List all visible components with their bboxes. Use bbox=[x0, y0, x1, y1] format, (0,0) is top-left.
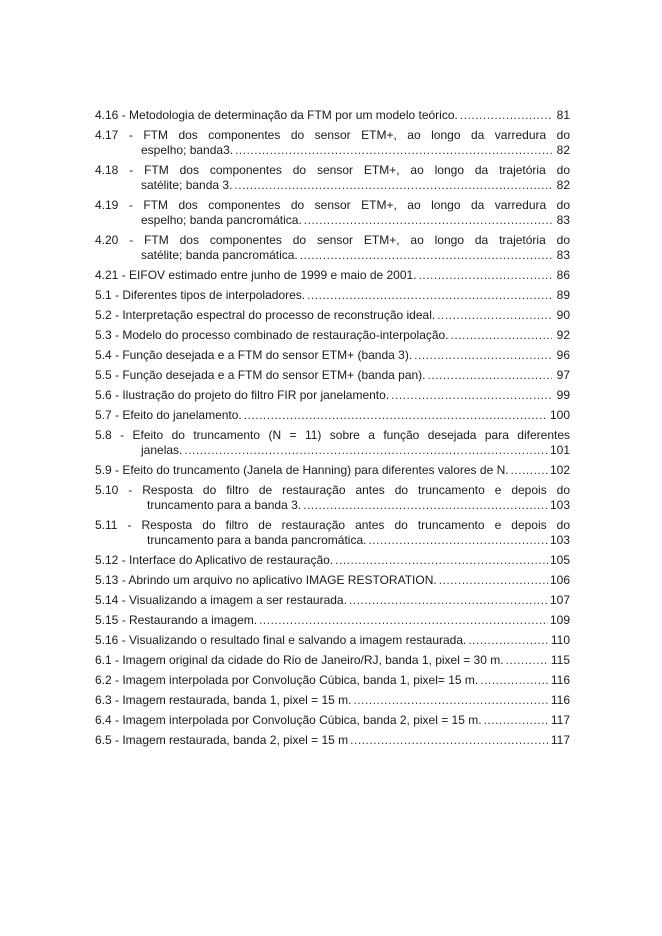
dot-leader bbox=[234, 178, 552, 193]
toc-entry bbox=[95, 348, 570, 363]
toc-entry bbox=[95, 368, 570, 383]
toc-entry bbox=[95, 198, 570, 228]
dot-leader bbox=[368, 533, 548, 548]
toc-entry-text: 5.10 - Resposta do filtro de restauração antes do truncamento e depois do bbox=[95, 483, 570, 497]
toc-page-number: 102 bbox=[549, 463, 570, 477]
toc-entry-text: 6.3 - Imagem restaurada, banda 1, pixel = 15 m. bbox=[95, 693, 352, 707]
toc-entry bbox=[95, 328, 570, 343]
toc-page-number: 101 bbox=[549, 443, 570, 457]
toc-page-number: 83 bbox=[556, 213, 570, 227]
toc-entry-text: 5.12 - Interface do Aplicativo de restauração. bbox=[95, 553, 334, 567]
dot-leader bbox=[419, 268, 552, 283]
toc-entry bbox=[95, 633, 570, 648]
dot-leader bbox=[303, 498, 548, 513]
toc-entry bbox=[95, 463, 570, 478]
dot-leader bbox=[353, 693, 548, 708]
toc-entry bbox=[95, 593, 570, 608]
dot-leader bbox=[335, 553, 548, 568]
toc-entry-text: 6.4 - Imagem interpolada por Convolução Cúbica, banda 2, pixel = 15 m. bbox=[95, 713, 482, 727]
dot-leader bbox=[391, 388, 552, 403]
toc-entry bbox=[95, 733, 570, 748]
dot-leader bbox=[451, 328, 552, 343]
toc-page-number: 115 bbox=[550, 653, 570, 667]
toc-page-number: 105 bbox=[549, 553, 570, 567]
toc-entry-text: 4.20 - FTM dos componentes do sensor ETM+, ao longo da trajetória do bbox=[95, 233, 570, 247]
toc-page-number: 116 bbox=[550, 693, 570, 707]
toc-entry-text: 4.21 - EIFOV estimado entre junho de 1999 e maio de 2001. bbox=[95, 268, 417, 282]
toc-entry-continuation: truncamento para a banda 3. bbox=[147, 498, 302, 512]
toc-entry-text: 5.8 - Efeito do truncamento (N = 11) sobre a função desejada para diferentes bbox=[95, 428, 570, 442]
toc-entry-text: 5.11 - Resposta do filtro de restauração antes do truncamento e depois do bbox=[95, 518, 570, 532]
toc-entry bbox=[95, 653, 570, 668]
toc-entry-text: 6.5 - Imagem restaurada, banda 2, pixel = 15 m bbox=[95, 733, 349, 747]
toc-entry bbox=[95, 713, 570, 728]
toc-page-number: 107 bbox=[549, 593, 570, 607]
toc-page-number: 82 bbox=[556, 178, 570, 192]
toc-page-number: 109 bbox=[549, 613, 570, 627]
toc-page-number: 81 bbox=[556, 108, 570, 122]
toc-entry bbox=[95, 428, 570, 458]
toc-page-number: 86 bbox=[556, 268, 570, 282]
dot-leader bbox=[414, 348, 552, 363]
toc-page-number: 90 bbox=[556, 308, 570, 322]
toc-entry bbox=[95, 163, 570, 193]
toc-entry bbox=[95, 673, 570, 688]
dot-leader bbox=[511, 463, 548, 478]
toc-page-number: 110 bbox=[550, 633, 570, 647]
toc-entry bbox=[95, 308, 570, 323]
dot-leader bbox=[304, 213, 552, 228]
toc-entry-text: 4.19 - FTM dos componentes do sensor ETM+, ao longo da varredura do bbox=[95, 198, 570, 212]
toc-entry bbox=[95, 108, 570, 123]
dot-leader bbox=[460, 108, 552, 123]
toc-page-number: 92 bbox=[556, 328, 570, 342]
toc-entry-text: 5.2 - Interpretação espectral do processo de reconstrução ideal. bbox=[95, 308, 436, 322]
toc-page-number: 117 bbox=[550, 713, 570, 727]
toc-page-number: 106 bbox=[549, 573, 570, 587]
dot-leader bbox=[307, 288, 552, 303]
table-of-contents bbox=[95, 108, 570, 753]
toc-page-number: 117 bbox=[550, 733, 570, 747]
toc-entry-continuation: espelho; banda pancromática. bbox=[141, 213, 302, 227]
toc-entry bbox=[95, 408, 570, 423]
toc-page-number: 97 bbox=[556, 368, 570, 382]
toc-page-number: 83 bbox=[556, 248, 570, 262]
dot-leader bbox=[484, 713, 549, 728]
dot-leader bbox=[235, 143, 552, 158]
dot-leader bbox=[300, 248, 552, 263]
toc-entry-text: 5.15 - Restaurando a imagem. bbox=[95, 613, 258, 627]
toc-entry bbox=[95, 268, 570, 283]
toc-entry bbox=[95, 128, 570, 158]
toc-entry-text: 5.3 - Modelo do processo combinado de restauração-interpolação. bbox=[95, 328, 449, 342]
toc-page-number: 89 bbox=[556, 288, 570, 302]
toc-entry bbox=[95, 693, 570, 708]
toc-entry-text: 5.7 - Efeito do janelamento. bbox=[95, 408, 242, 422]
toc-entry-text: 5.14 - Visualizando a imagem a ser restaurada. bbox=[95, 593, 347, 607]
toc-entry bbox=[95, 573, 570, 588]
dot-leader bbox=[439, 573, 548, 588]
toc-entry-text: 6.2 - Imagem interpolada por Convolução Cúbica, banda 1, pixel= 15 m. bbox=[95, 673, 479, 687]
dot-leader bbox=[184, 443, 548, 458]
toc-entry-text: 5.16 - Visualizando o resultado final e salvando a imagem restaurada. bbox=[95, 633, 467, 647]
toc-entry-text: 4.18 - FTM dos componentes do sensor ETM+, ao longo da trajetória do bbox=[95, 163, 570, 177]
toc-entry-text: 5.4 - Função desejada e a FTM do sensor ETM+ (banda 3). bbox=[95, 348, 413, 362]
toc-entry-text: 5.1 - Diferentes tipos de interpoladores. bbox=[95, 288, 306, 302]
toc-entry-text: 5.6 - Ilustração do projeto do filtro FIR por janelamento. bbox=[95, 388, 390, 402]
toc-entry bbox=[95, 518, 570, 548]
dot-leader bbox=[468, 633, 549, 648]
toc-entry-continuation: janelas. bbox=[141, 443, 183, 457]
toc-entry-continuation: espelho; banda3. bbox=[141, 143, 234, 157]
toc-entry-text: 4.17 - FTM dos componentes do sensor ETM+, ao longo da varredura do bbox=[95, 128, 570, 142]
dot-leader bbox=[437, 308, 552, 323]
toc-entry-continuation: satélite; banda 3. bbox=[141, 178, 233, 192]
toc-page-number: 103 bbox=[549, 498, 570, 512]
toc-page-number: 100 bbox=[549, 408, 570, 422]
toc-entry-continuation: truncamento para a banda pancromática. bbox=[147, 533, 367, 547]
dot-leader bbox=[259, 613, 548, 628]
toc-entry bbox=[95, 288, 570, 303]
toc-entry bbox=[95, 233, 570, 263]
toc-page-number: 82 bbox=[556, 143, 570, 157]
dot-leader bbox=[428, 368, 552, 383]
toc-entry-text: 5.13 - Abrindo um arquivo no aplicativo IMAGE RESTORATION. bbox=[95, 573, 437, 587]
toc-page-number: 96 bbox=[556, 348, 570, 362]
dot-leader bbox=[244, 408, 548, 423]
toc-entry bbox=[95, 553, 570, 568]
dot-leader bbox=[480, 673, 549, 688]
toc-entry-text: 5.9 - Efeito do truncamento (Janela de Hanning) para diferentes valores de N. bbox=[95, 463, 509, 477]
toc-entry-text: 6.1 - Imagem original da cidade do Rio de Janeiro/RJ, banda 1, pixel = 30 m. bbox=[95, 653, 504, 667]
toc-entry-text: 5.5 - Função desejada e a FTM do sensor ETM+ (banda pan). bbox=[95, 368, 426, 382]
toc-page-number: 116 bbox=[550, 673, 570, 687]
dot-leader bbox=[506, 653, 549, 668]
toc-entry-continuation: satélite; banda pancromática. bbox=[141, 248, 298, 262]
toc-entry bbox=[95, 388, 570, 403]
toc-entry-text: 4.16 - Metodologia de determinação da FTM por um modelo teórico. bbox=[95, 108, 458, 122]
dot-leader bbox=[349, 593, 548, 608]
toc-entry bbox=[95, 613, 570, 628]
toc-entry bbox=[95, 483, 570, 513]
toc-page-number: 99 bbox=[556, 388, 570, 402]
toc-page-number: 103 bbox=[549, 533, 570, 547]
dot-leader bbox=[350, 733, 549, 748]
